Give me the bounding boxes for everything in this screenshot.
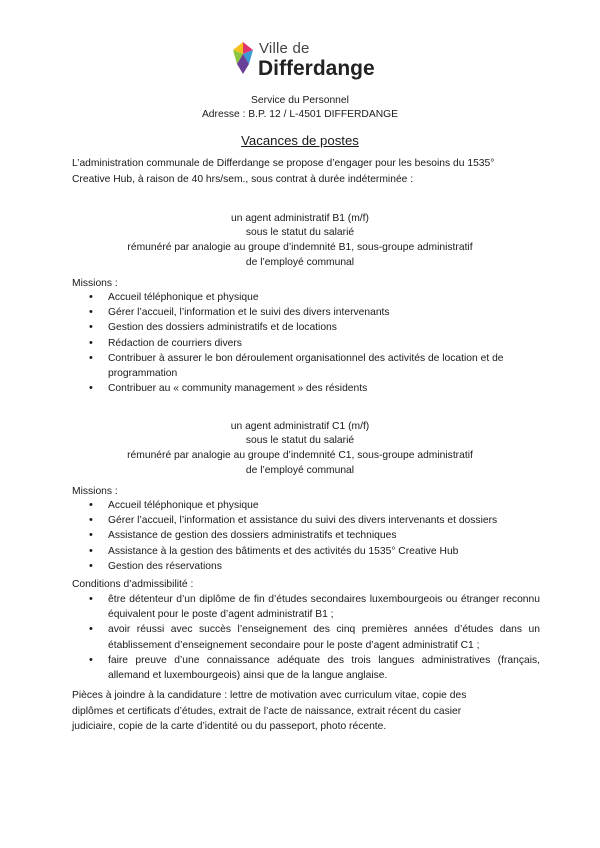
list-item: • Accueil téléphonique et physique xyxy=(72,498,540,513)
list-item: • Gestion des réservations xyxy=(72,559,540,574)
documents-line: judiciaire, copie de la carte d’identité ou du passeport, photo récente. xyxy=(72,721,387,732)
list-item: • Gérer l’accueil, l’information et assistance du suivi des divers intervenants et dossiers xyxy=(72,513,540,528)
logo-mark-icon xyxy=(231,40,255,76)
intro-line: L’administration communale de Differdange se propose d’engager pour les besoins du 1535° xyxy=(72,158,495,169)
list-item: • Rédaction de courriers divers xyxy=(72,336,540,351)
list-item: • Assistance de gestion des dossiers administratifs et techniques xyxy=(72,528,540,543)
logo-text-differdange: Differdange xyxy=(258,57,375,80)
list-item: • Gérer l’accueil, l’information et le suivi des divers intervenants xyxy=(72,305,540,320)
conditions-label: Conditions d’admissibilité : xyxy=(72,579,194,590)
documents-line: diplômes et certificats d’études, extrait de l’acte de naissance, extrait récent du casier xyxy=(72,705,462,717)
list-item: • Contribuer au « community management » des résidents xyxy=(72,381,540,396)
intro-line: Creative Hub, à raison de 40 hrs/sem., sous contrat à durée indéterminée : xyxy=(72,173,414,185)
service-address: Adresse : B.P. 12 / L-4501 DIFFERDANGE xyxy=(201,109,399,120)
post-b1-status: sous le statut du salarié xyxy=(245,227,355,238)
page-title: Vacances de postes xyxy=(241,133,359,148)
post-c1-missions-label: Missions : xyxy=(72,486,118,497)
post-c1-status: sous le statut du salarié xyxy=(245,435,355,446)
differdange-logo xyxy=(231,40,381,86)
documents-line: Pièces à joindre à la candidature : lettre de motivation avec curriculum vitae, copie des xyxy=(72,690,467,701)
intro-paragraph xyxy=(72,156,536,187)
service-name: Service du Personnel xyxy=(251,95,349,106)
list-item: • Accueil téléphonique et physique xyxy=(72,290,540,305)
post-c1-missions-list xyxy=(72,498,540,574)
list-item: • Gestion des dossiers administratifs et de locations xyxy=(72,320,540,335)
post-b1-missions-list xyxy=(72,290,540,396)
post-b1-employee: de l’employé communal xyxy=(245,257,355,268)
post-b1-title: un agent administratif B1 (m/f) xyxy=(231,213,369,224)
post-b1-salary: rémunéré par analogie au groupe d’indemnité B1, sous-groupe administratif xyxy=(127,242,473,253)
documents-paragraph xyxy=(72,688,536,735)
post-c1-title: un agent administratif C1 (m/f) xyxy=(230,421,370,432)
list-item: • être détenteur d’un diplôme de fin d’études secondaires luxembourgeois ou étranger reconnu équivalent pour le poste d’agent administratif B1 ; xyxy=(72,592,540,622)
post-b1-missions-label: Missions : xyxy=(72,278,118,289)
post-c1-salary: rémunéré par analogie au groupe d’indemnité C1, sous-groupe administratif xyxy=(127,450,473,461)
logo-text-ville-de: Ville de xyxy=(259,40,310,57)
conditions-list xyxy=(72,592,540,683)
list-item: • Contribuer à assurer le bon déroulement organisationnel des activités de location et de programmation xyxy=(72,351,540,381)
list-item: • faire preuve d’une connaissance adéquate des trois langues administratives (français, allemand et luxembourgeois) ainsi que de la langue anglaise. xyxy=(72,653,540,683)
post-c1-employee: de l’employé communal xyxy=(245,465,355,476)
list-item: • Assistance à la gestion des bâtiments et des activités du 1535° Creative Hub xyxy=(72,544,540,559)
list-item: • avoir réussi avec succès l’enseignement des cinq premières années d’études dans un établissement d’enseignement secondaire pour le poste d’agent administratif C1 ; xyxy=(72,622,540,652)
